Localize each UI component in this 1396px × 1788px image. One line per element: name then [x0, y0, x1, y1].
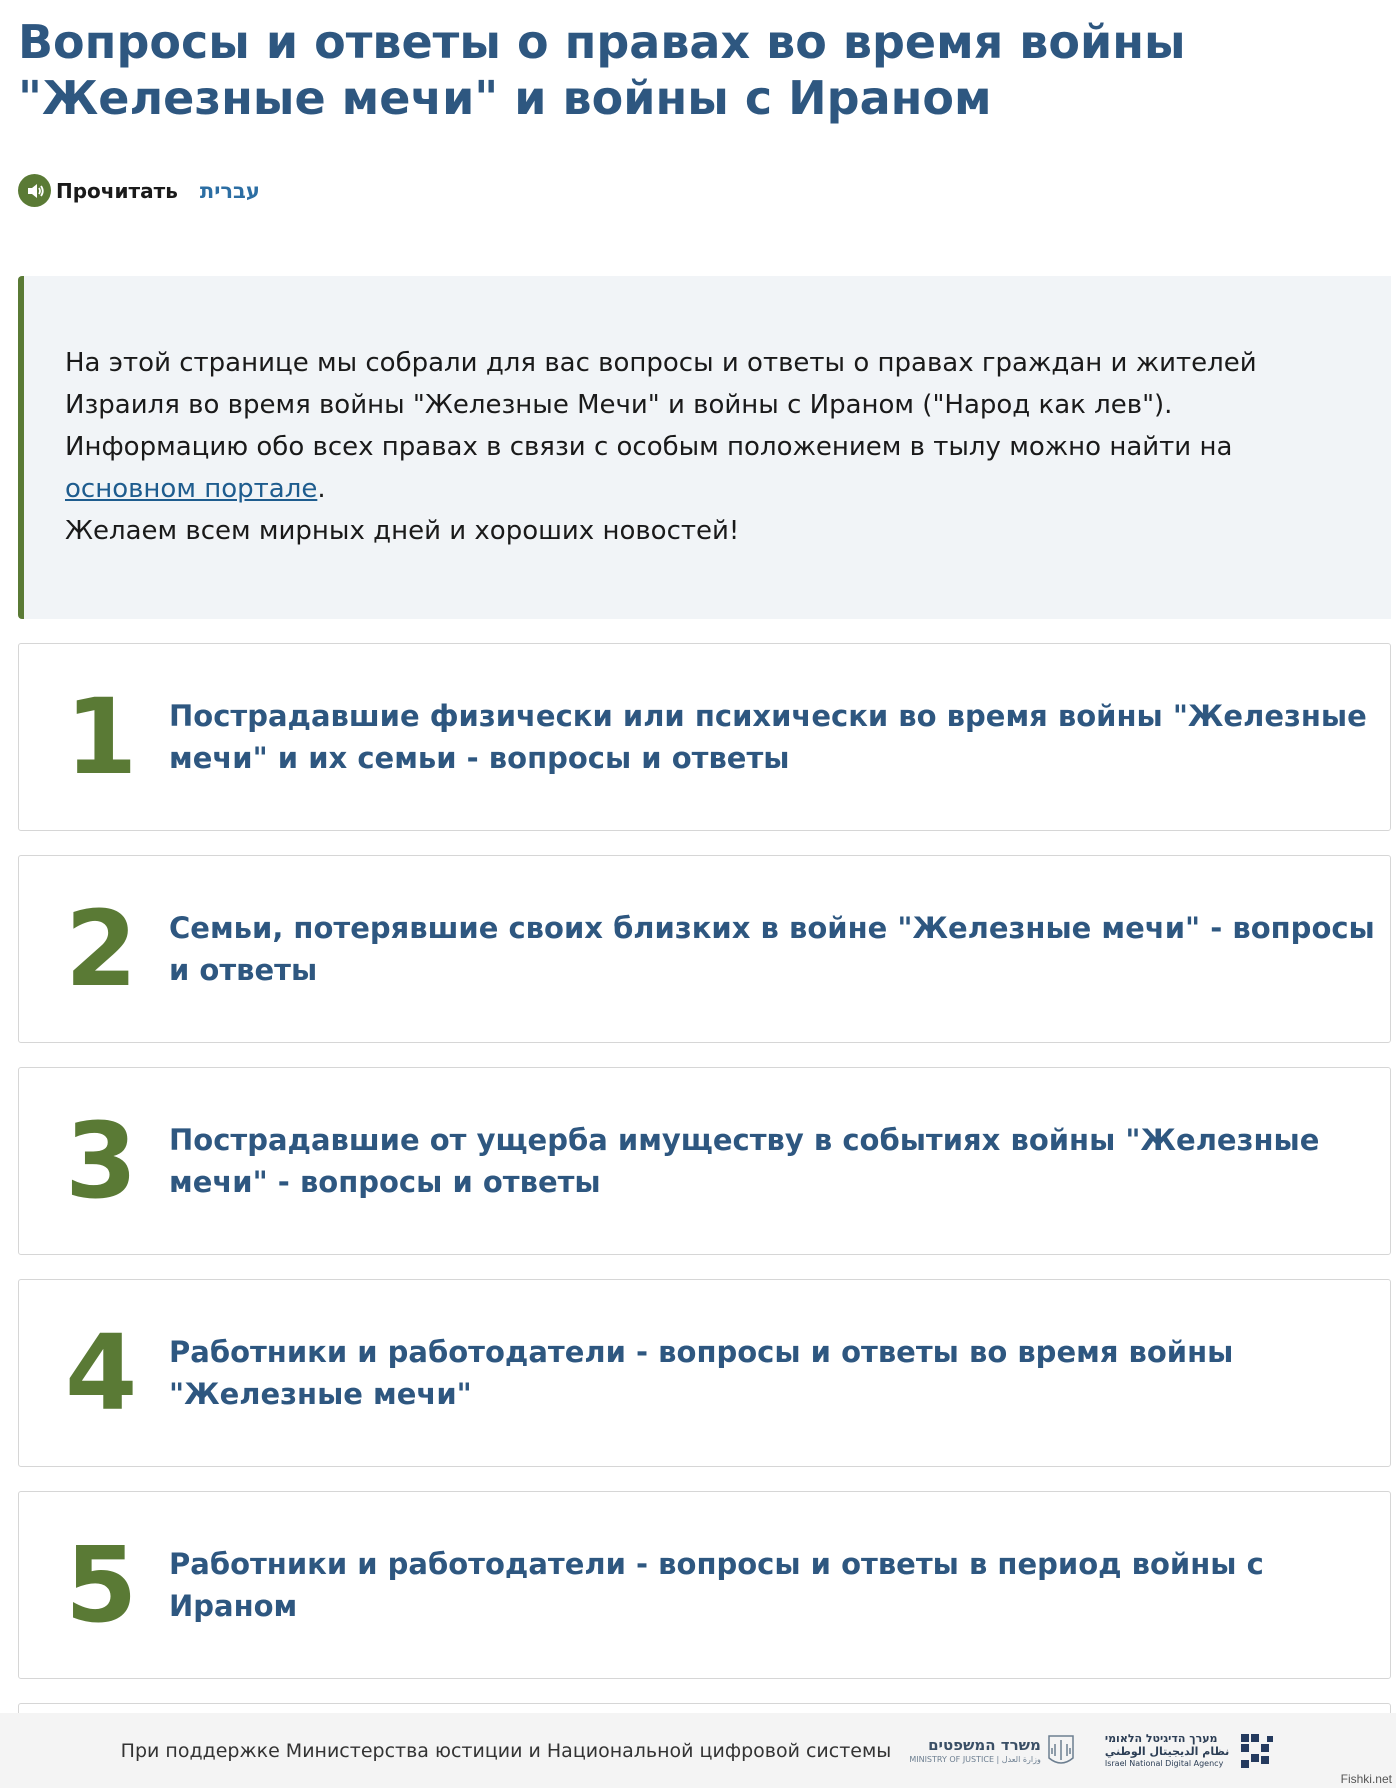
nda-arabic: نظام الديجيتال الوطني [1104, 1745, 1230, 1758]
footer [0, 1713, 1396, 1788]
national-digital-agency-logo [1105, 1732, 1275, 1770]
card-5[interactable] [18, 1491, 1391, 1679]
card-3[interactable] [18, 1067, 1391, 1255]
moj-hebrew: משרד המשפטים [928, 1735, 1041, 1754]
card-1[interactable] [18, 643, 1391, 831]
speaker-glyph [25, 181, 45, 201]
ministry-of-justice-logo [909, 1734, 1075, 1768]
intro-text [65, 342, 1345, 552]
state-emblem-icon [1047, 1734, 1075, 1768]
card-title: Семьи, потерявшие своих близких в войне "Железные мечи" - вопросы и ответы [169, 911, 1375, 987]
card-number: 5 [65, 1524, 138, 1646]
card-title: Работники и работодатели - вопросы и ответы в период войны с Ираном [169, 1547, 1264, 1623]
toolbar [18, 174, 260, 207]
language-switch-hebrew[interactable]: עברית [199, 178, 260, 203]
card-title: Пострадавшие от ущерба имуществу в событиях войны "Железные мечи" - вопросы и ответы [169, 1123, 1320, 1199]
nda-english: Israel National Digital Agency [1104, 1759, 1224, 1768]
card-number: 1 [65, 676, 138, 798]
card-4[interactable] [18, 1279, 1391, 1467]
page-title: Вопросы и ответы о правах во время войны "Железные мечи" и войны с Ираном [18, 15, 1186, 125]
moj-sub: MINISTRY OF JUSTICE | وزارة العدل [909, 1754, 1041, 1764]
card-number: 2 [65, 888, 138, 1010]
card-number: 3 [65, 1100, 138, 1222]
intro-box [18, 276, 1391, 619]
read-aloud-button[interactable]: Прочитать [56, 178, 178, 203]
intro-period: . [317, 474, 326, 504]
speaker-icon[interactable] [18, 174, 51, 207]
footer-text: При поддержке Министерства юстиции и Национальной цифровой системы [120, 1739, 892, 1762]
card-2[interactable] [18, 855, 1391, 1043]
card-title: Работники и работодатели - вопросы и ответы во время войны "Железные мечи" [169, 1335, 1234, 1411]
card-number: 4 [65, 1312, 138, 1434]
card-title: Пострадавшие физически или психически во время войны "Железные мечи" и их семьи - вопросы и ответы [169, 699, 1367, 775]
digital-agency-icon [1237, 1732, 1275, 1770]
nda-hebrew: מערך הדיגיטל הלאומי [1104, 1732, 1218, 1745]
watermark: Fishki.net [1340, 1772, 1392, 1786]
intro-paragraph: На этой странице мы собрали для вас вопросы и ответы о правах граждан и жителей Израиля во время войны "Железные Мечи" и войны с Ираном ("Народ как лев"). Информацию обо всех правах в связи с особым положением в тылу можно найти на [65, 348, 1257, 462]
main-portal-link[interactable]: основном портале [65, 474, 318, 504]
intro-wishes: Желаем всем мирных дней и хороших новостей! [65, 516, 740, 546]
